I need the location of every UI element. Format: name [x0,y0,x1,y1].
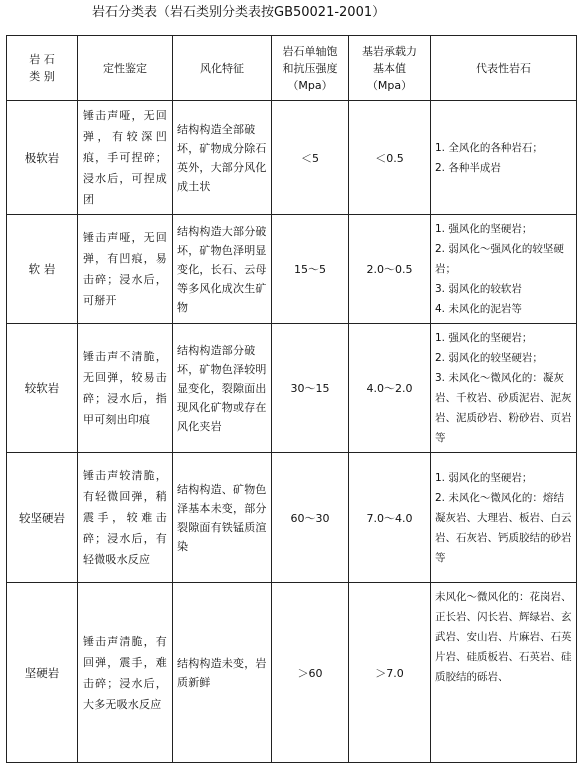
table-row [7,101,577,215]
table-row [7,453,577,583]
bearing-cell: ＞7.0 [349,583,431,763]
rock-category: 较软岩 [7,324,78,453]
qualitative-cell: 锤击声哑，无回弹，有较深凹痕，手可捏碎；浸水后，可捏成团 [78,101,173,215]
bearing-cell: 7.0～4.0 [349,453,431,583]
strength-cell: 30～15 [272,324,349,453]
bearing-cell: ＜0.5 [349,101,431,215]
rock-category: 极软岩 [7,101,78,215]
representative-cell: 1. 强风化的坚硬岩； 2. 弱风化～强风化的较坚硬岩； 3. 弱风化的较软岩 4. 未风化的泥岩等 [431,215,577,324]
bearing-cell: 2.0～0.5 [349,215,431,324]
document-title: 岩石分类表（岩石类别分类表按GB50021-2001） [92,5,386,20]
rock-category: 较坚硬岩 [7,453,78,583]
qualitative-cell: 锤击声较清脆，有轻微回弹，稍震手，较难击碎；浸水后，有轻微吸水反应 [78,453,173,583]
header-bearing: 基岩承载力 基本值 （Mpa） [349,36,431,101]
qualitative-cell: 锤击声清脆，有回弹，震手，难击碎；浸水后，大多无吸水反应 [78,583,173,763]
rock-classification-table [6,35,577,763]
weathering-cell: 结构构造大部分破坏，矿物色泽明显变化，长石、云母等多风化成次生矿物 [173,215,272,324]
strength-cell: 60～30 [272,453,349,583]
strength-cell: 15～5 [272,215,349,324]
header-representative: 代表性岩石 [431,36,577,101]
weathering-cell: 结构构造、矿物色泽基本未变，部分裂隙面有铁锰质渲染 [173,453,272,583]
bearing-cell: 4.0～2.0 [349,324,431,453]
header-qualitative: 定性鉴定 [78,36,173,101]
table-row [7,324,577,453]
strength-cell: ＜5 [272,101,349,215]
rock-category: 软 岩 [7,215,78,324]
representative-cell: 1. 强风化的坚硬岩； 2. 弱风化的较坚硬岩； 3. 未风化～微风化的：凝灰岩、千枚岩、砂质泥岩、泥灰岩、泥质砂岩、粉砂岩、页岩等 [431,324,577,453]
representative-cell: 1. 全风化的各种岩石； 2. 各种半成岩 [431,101,577,215]
qualitative-cell: 锤击声不清脆，无回弹，较易击碎；浸水后，指甲可刻出印痕 [78,324,173,453]
weathering-cell: 结构构造未变，岩质新鲜 [173,583,272,763]
header-strength: 岩石单轴饱 和抗压强度 （Mpa） [272,36,349,101]
rock-category: 坚硬岩 [7,583,78,763]
header-category: 岩 石 类 别 [7,36,78,101]
table-row [7,583,577,763]
table-row [7,215,577,324]
representative-cell: 1. 弱风化的坚硬岩； 2. 未风化～微风化的：熔结凝灰岩、大理岩、板岩、白云岩、石灰岩、钙质胶结的砂岩等 [431,453,577,583]
qualitative-cell: 锤击声哑，无回弹，有凹痕，易击碎；浸水后，可掰开 [78,215,173,324]
representative-cell: 未风化～微风化的：花岗岩、正长岩、闪长岩、辉绿岩、玄武岩、安山岩、片麻岩、石英片岩、硅质板岩、石英岩、硅质胶结的砾岩、 [431,583,577,763]
table-header-row [7,36,577,101]
strength-cell: ＞60 [272,583,349,763]
weathering-cell: 结构构造全部破坏，矿物成分除石英外，大部分风化成土状 [173,101,272,215]
weathering-cell: 结构构造部分破坏，矿物色泽较明显变化，裂隙面出现风化矿物或存在风化夹岩 [173,324,272,453]
header-weathering: 风化特征 [173,36,272,101]
